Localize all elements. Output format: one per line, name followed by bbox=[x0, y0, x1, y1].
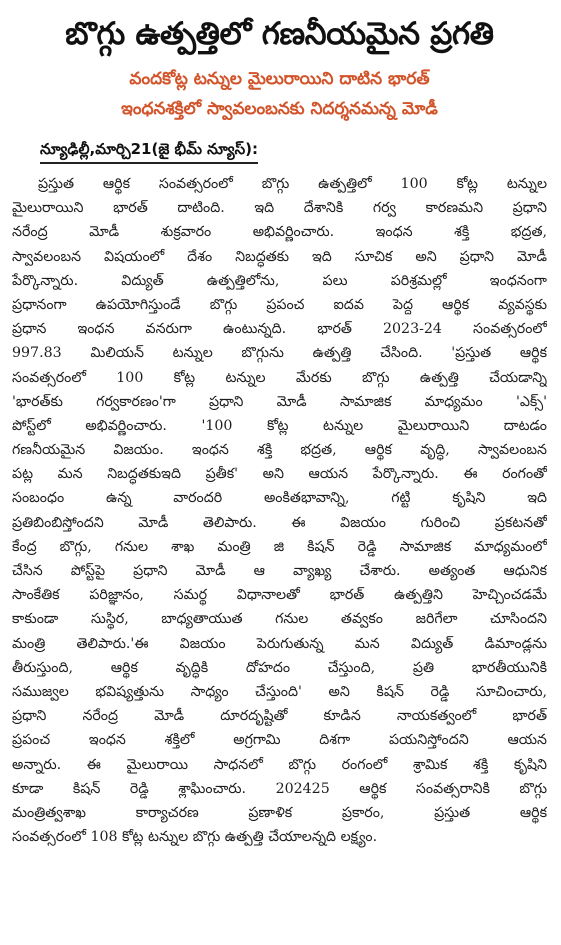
body-line: ప్రస్తుత ఆర్థిక సంవత్సరంలో బొగ్గు ఉత్పత్తిలో 100 కోట్ల టన్నుల bbox=[38, 176, 547, 192]
body-line: ప్రధాని నరేంద్ర మోడీ దూరదృష్టితో కూడిన నాయకత్వంలో భారత్ bbox=[12, 708, 547, 725]
article-headline: బొగ్గు ఉత్పత్తిలో గణనీయమైన ప్రగతి bbox=[65, 16, 494, 52]
body-line: తీరుస్తుంది, ఆర్థిక వృద్ధికి దోహదం చేస్తుంది, ప్రతి భారతీయునికి bbox=[12, 659, 547, 676]
body-line: కేంద్ర బొగ్గు, గనుల శాఖ మంత్రి జి కిషన్ రెడ్డి సామాజిక మాధ్యమంలో bbox=[12, 538, 547, 555]
body-line: పట్ల మన నిబద్ధతకుఇది ప్రతీక' అని ఆయన పేర్కొన్నారు. ఈ రంగంతో bbox=[12, 466, 547, 483]
subheadline-block bbox=[12, 64, 547, 124]
dateline: న్యూఢిల్లీ,మార్చి21(జై భీమ్ న్యూస్): bbox=[40, 136, 258, 164]
body-line: సంవత్సరంలో 108 కోట్ల టన్నుల బొగ్గు ఉత్పత్తి చేయాలన్నది లక్ష్యం. bbox=[12, 829, 378, 846]
body-line: సంవత్సరంలో 100 కోట్ల టన్నుల మేరకు బొగ్గు ఉత్పత్తి చేయడాన్ని bbox=[12, 369, 547, 386]
body-line: గణనీయమైన విజయం. ఇంధన శక్తి భద్రత, ఆర్థిక వృద్ధి, స్వావలంబన bbox=[12, 442, 547, 459]
body-line: ప్రధానంగా ఉపయోగిస్తుండే బొగ్గు ప్రపంచ ఐదవ పెద్ద ఆర్థిక వ్యవస్థకు bbox=[12, 296, 547, 313]
body-line: 997.83 మిలియన్ టన్నుల బొగ్గును ఉత్పత్తి చేసింది. 'ప్రస్తుత ఆర్థిక bbox=[12, 345, 547, 362]
body-line: పోస్ట్‌లో అభివర్ణించారు. '100 కోట్ల టన్నుల మైలురాయిని దాటడం bbox=[12, 417, 547, 434]
body-line: స్వావలంబన విషయంలో దేశం నిబద్ధతకు ఇది సూచిక అని ప్రధాని మోడీ bbox=[12, 248, 547, 265]
body-line: మంత్రిత్వశాఖ కార్యాచరణ ప్రణాళిక ప్రకారం, ప్రస్తుత ఆర్థిక bbox=[12, 804, 547, 821]
body-line: సముజ్వల భవిష్యత్తును సాధ్యం చేస్తుంది' అని కిషన్ రెడ్డి సూచించారు, bbox=[12, 683, 547, 700]
body-line: కూడా కిషన్ రెడ్డి శ్లాఘించారు. 202425 ఆర్థిక సంవత్సరానికి బొగ్గు bbox=[12, 780, 547, 797]
body-line: ప్రపంచ ఇంధన శక్తిలో అగ్రగామి దిశగా పయనిస్తోందని ఆయన bbox=[12, 732, 547, 749]
body-line: 'భారత్‌కు గర్వకారణం'గా ప్రధాని మోడీ సామాజిక మాధ్యమం 'ఎక్స్' bbox=[12, 393, 547, 410]
body-line: ప్రతిబింబిస్తోందని మోడీ తెలిపారు. ఈ విజయం గురించి ప్రకటనతో bbox=[12, 514, 547, 531]
subheadline-2: ఇంధనశక్తిలో స్వావలంబనకు నిదర్శనమన్న మోడీ bbox=[121, 99, 438, 119]
body-line: మంత్రి తెలిపారు.'ఈ విజయం పెరుగుతున్న మన విద్యుత్ డిమాండ్లను bbox=[12, 635, 547, 652]
body-line: చేసిన పోస్ట్‌పై ప్రధాని మోడీ ఆ వ్యాఖ్య చేశారు. అత్యంత ఆధునిక bbox=[12, 563, 547, 579]
body-line: పేర్కొన్నారు. విద్యుత్ ఉత్పత్తిలోను, పలు పరిశ్రమల్లో ఇంధనంగా bbox=[12, 272, 547, 289]
body-line: మైలురాయిని భారత్ దాటింది. ఇది దేశానికి గర్వ కారణమని ప్రధాని bbox=[12, 200, 547, 217]
article-body bbox=[12, 172, 547, 849]
dateline-row bbox=[12, 136, 547, 166]
body-line: సాంకేతిక పరిజ్ఞానం, సమర్థ విధానాలతో భారత్ ఉత్పత్తిని హెచ్చించడమే bbox=[12, 587, 547, 604]
body-line: ప్రధాన ఇంధన వనరుగా ఉంటున్నది. భారత్ 2023-24 సంవత్సరంలో bbox=[12, 321, 547, 338]
body-line: కాకుండా సుస్థిర, బాధ్యతాయుత గనుల తవ్వకం జరిగేలా చూసిందని bbox=[12, 611, 547, 628]
subheadline-1: వందకోట్ల టన్నుల మైలురాయిని దాటిన భారత్ bbox=[129, 69, 430, 89]
body-line: నరేంద్ర మోడీ శుక్రవారం అభివర్ణించారు. ఇంధన శక్తి భద్రత, bbox=[12, 224, 547, 241]
body-line: అన్నారు. ఈ మైలురాయి సాధనలో బొగ్గు రంగంలో శ్రామిక శక్తి కృషిని bbox=[12, 756, 547, 773]
body-line: సంబంధం ఉన్న వారందరి అంకితభావాన్ని, గట్టి కృషిని ఇది bbox=[12, 490, 547, 507]
